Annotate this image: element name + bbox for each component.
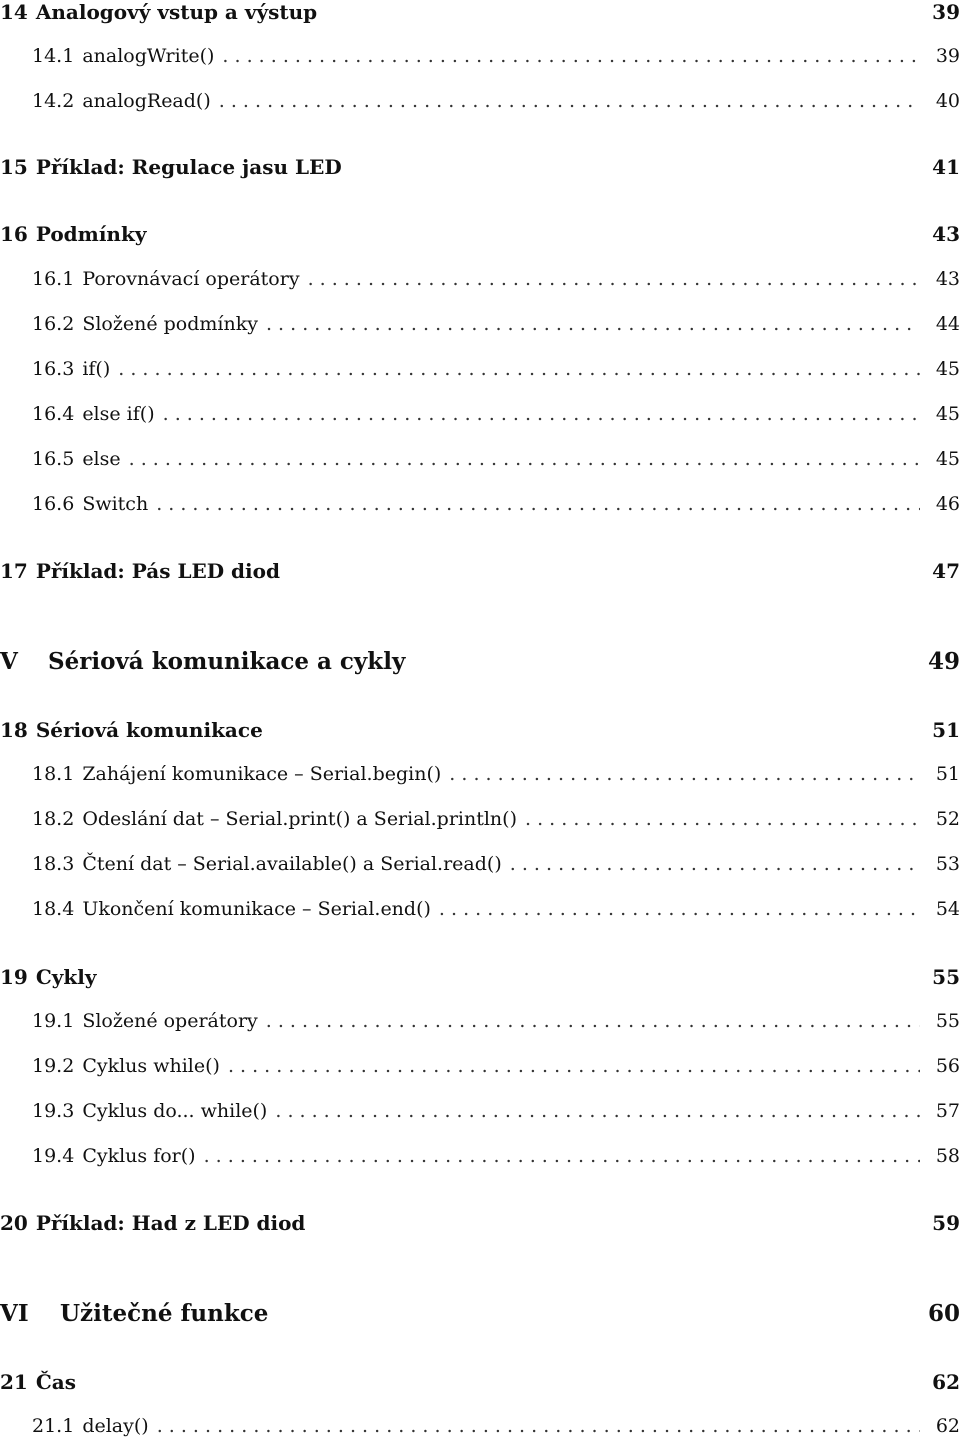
toc-chapter-14[interactable] — [0, 0, 960, 24]
part-number: VI — [0, 1300, 29, 1327]
toc-section-16-6[interactable] — [0, 493, 960, 515]
page-number: 56 — [935, 1055, 960, 1077]
chapter-number: 18 — [0, 718, 28, 742]
page-number: 60 — [927, 1300, 960, 1327]
part-title: Užitečné funkce — [60, 1300, 269, 1327]
dot-leader — [129, 448, 920, 470]
dot-leader — [228, 1055, 920, 1077]
page-number: 45 — [935, 358, 960, 380]
section-title: else if() — [82, 403, 155, 425]
page-number: 52 — [935, 808, 960, 830]
section-number: 19.2 — [32, 1055, 75, 1077]
dot-leader — [525, 808, 920, 830]
toc-section-14-2[interactable] — [0, 90, 960, 112]
page-number: 39 — [932, 0, 960, 24]
dot-leader — [222, 45, 920, 67]
toc-section-16-5[interactable] — [0, 448, 960, 470]
dot-leader — [118, 358, 920, 380]
dot-leader — [266, 313, 920, 335]
dot-leader — [157, 1415, 920, 1437]
toc-chapter-20[interactable] — [0, 1211, 960, 1235]
section-number: 16.5 — [32, 448, 75, 470]
toc-section-16-4[interactable] — [0, 403, 960, 425]
section-title: else — [82, 448, 121, 470]
page-number: 43 — [932, 222, 960, 246]
chapter-number: 14 — [0, 0, 28, 24]
page-number: 39 — [935, 45, 960, 67]
toc-section-19-1[interactable] — [0, 1010, 960, 1032]
chapter-title: Příklad: Pás LED diod — [35, 559, 280, 583]
section-title: analogWrite() — [82, 45, 215, 67]
dot-leader — [449, 763, 920, 785]
section-number: 14.1 — [32, 45, 75, 67]
dot-leader — [163, 403, 920, 425]
section-number: 14.2 — [32, 90, 75, 112]
chapter-number: 17 — [0, 559, 28, 583]
chapter-number: 15 — [0, 155, 28, 179]
page-number: 51 — [935, 763, 960, 785]
page-number: 45 — [935, 448, 960, 470]
chapter-title: Analogový vstup a výstup — [35, 0, 318, 24]
chapter-title: Cykly — [35, 965, 97, 989]
section-title: analogRead() — [82, 90, 211, 112]
page-number: 53 — [935, 853, 960, 875]
section-number: 19.3 — [32, 1100, 75, 1122]
dot-leader — [439, 898, 920, 920]
section-title: Složené operátory — [82, 1010, 258, 1032]
page-number: 44 — [935, 313, 960, 335]
section-title: Cyklus for() — [82, 1145, 196, 1167]
page-number: 46 — [935, 493, 960, 515]
chapter-number: 19 — [0, 965, 28, 989]
toc-chapter-21[interactable] — [0, 1370, 960, 1394]
toc-section-16-1[interactable] — [0, 268, 960, 290]
section-title: Čtení dat – Serial.available() a Serial.read() — [82, 853, 502, 875]
section-title: Switch — [82, 493, 149, 515]
toc-section-18-4[interactable] — [0, 898, 960, 920]
section-number: 18.1 — [32, 763, 75, 785]
toc-section-16-3[interactable] — [0, 358, 960, 380]
section-title: Složené podmínky — [82, 313, 258, 335]
page-number: 49 — [927, 648, 960, 675]
section-title: delay() — [82, 1415, 149, 1437]
toc-section-21-1[interactable] — [0, 1415, 960, 1437]
section-number: 16.2 — [32, 313, 75, 335]
toc-part-v[interactable] — [0, 648, 960, 675]
toc-section-19-2[interactable] — [0, 1055, 960, 1077]
page-number: 41 — [932, 155, 960, 179]
section-title: Cyklus do... while() — [82, 1100, 268, 1122]
toc-chapter-17[interactable] — [0, 559, 960, 583]
toc-section-18-2[interactable] — [0, 808, 960, 830]
section-number: 18.4 — [32, 898, 75, 920]
toc-section-16-2[interactable] — [0, 313, 960, 335]
page-number: 55 — [935, 1010, 960, 1032]
toc-section-19-4[interactable] — [0, 1145, 960, 1167]
section-number: 18.2 — [32, 808, 75, 830]
page-number: 62 — [935, 1415, 960, 1437]
page-number: 58 — [935, 1145, 960, 1167]
page-number: 62 — [932, 1370, 960, 1394]
section-number: 16.4 — [32, 403, 75, 425]
page-number: 45 — [935, 403, 960, 425]
page-number: 55 — [932, 965, 960, 989]
toc-chapter-19[interactable] — [0, 965, 960, 989]
dot-leader — [219, 90, 920, 112]
section-title: Porovnávací operátory — [82, 268, 300, 290]
section-title: Zahájení komunikace – Serial.begin() — [82, 763, 442, 785]
chapter-number: 20 — [0, 1211, 28, 1235]
chapter-number: 16 — [0, 222, 28, 246]
part-number: V — [0, 648, 18, 675]
section-title: Odeslání dat – Serial.print() a Serial.println() — [82, 808, 517, 830]
dot-leader — [266, 1010, 920, 1032]
page-number: 40 — [935, 90, 960, 112]
chapter-title: Příklad: Regulace jasu LED — [35, 155, 342, 179]
page-number: 59 — [932, 1211, 960, 1235]
dot-leader — [308, 268, 920, 290]
toc-section-19-3[interactable] — [0, 1100, 960, 1122]
toc-part-vi[interactable] — [0, 1300, 960, 1327]
page-number: 43 — [935, 268, 960, 290]
page-number: 47 — [932, 559, 960, 583]
toc-section-18-3[interactable] — [0, 853, 960, 875]
toc-section-14-1[interactable] — [0, 45, 960, 67]
section-title: Cyklus while() — [82, 1055, 220, 1077]
section-number: 16.3 — [32, 358, 75, 380]
section-number: 16.6 — [32, 493, 75, 515]
dot-leader — [510, 853, 920, 875]
section-number: 18.3 — [32, 853, 75, 875]
dot-leader — [275, 1100, 920, 1122]
page-number: 51 — [932, 718, 960, 742]
section-number: 19.1 — [32, 1010, 75, 1032]
toc-section-18-1[interactable] — [0, 763, 960, 785]
page-number: 57 — [935, 1100, 960, 1122]
dot-leader — [204, 1145, 920, 1167]
toc-chapter-16[interactable] — [0, 222, 960, 246]
chapter-number: 21 — [0, 1370, 28, 1394]
dot-leader — [156, 493, 920, 515]
chapter-title: Sériová komunikace — [35, 718, 263, 742]
chapter-title: Příklad: Had z LED diod — [35, 1211, 306, 1235]
chapter-title: Čas — [35, 1370, 76, 1394]
part-title: Sériová komunikace a cykly — [48, 648, 406, 675]
section-title: if() — [82, 358, 111, 380]
chapter-title: Podmínky — [35, 222, 147, 246]
toc-chapter-18[interactable] — [0, 718, 960, 742]
page-number: 54 — [935, 898, 960, 920]
section-number: 21.1 — [32, 1415, 75, 1437]
section-number: 16.1 — [32, 268, 75, 290]
section-title: Ukončení komunikace – Serial.end() — [82, 898, 431, 920]
toc-chapter-15[interactable] — [0, 155, 960, 179]
section-number: 19.4 — [32, 1145, 75, 1167]
